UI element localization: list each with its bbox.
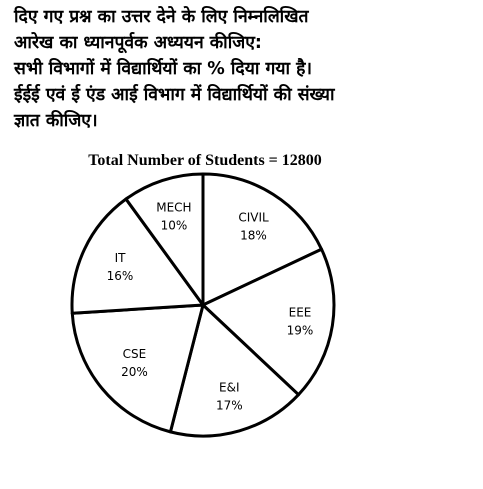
slice-percent-label: 18% xyxy=(240,228,267,243)
slice-label: E&I xyxy=(219,380,240,395)
slice-percent-label: 19% xyxy=(286,323,314,338)
question-line-2: आरेख का ध्यानपूर्वक अध्ययन कीजिए: xyxy=(14,33,262,53)
question-line-5: ज्ञात कीजिए। xyxy=(14,111,98,131)
slice-percent-label: 17% xyxy=(215,398,243,413)
question-line-1: दिए गए प्रश्न का उत्तर देने के लिए निम्नलिखित xyxy=(14,7,309,27)
slice-label: CIVIL xyxy=(238,210,269,225)
slice-label: MECH xyxy=(156,200,192,215)
slice-percent-label: 10% xyxy=(160,218,188,233)
question-line-4: ईईई एवं ई एंड आई विभाग में विद्यार्थियों की संख्या xyxy=(14,85,335,105)
slice-percent-label: 20% xyxy=(121,364,148,379)
chart-title: Total Number of Students = 12800 xyxy=(88,152,322,169)
slice-label: EEE xyxy=(288,305,312,320)
question-line-3: सभी विभागों में विद्यार्थियों का % दिया गया है। xyxy=(14,59,313,79)
slice-label: IT xyxy=(114,251,126,265)
slice-percent-label: 16% xyxy=(106,269,134,283)
slice-label: CSE xyxy=(122,346,147,361)
